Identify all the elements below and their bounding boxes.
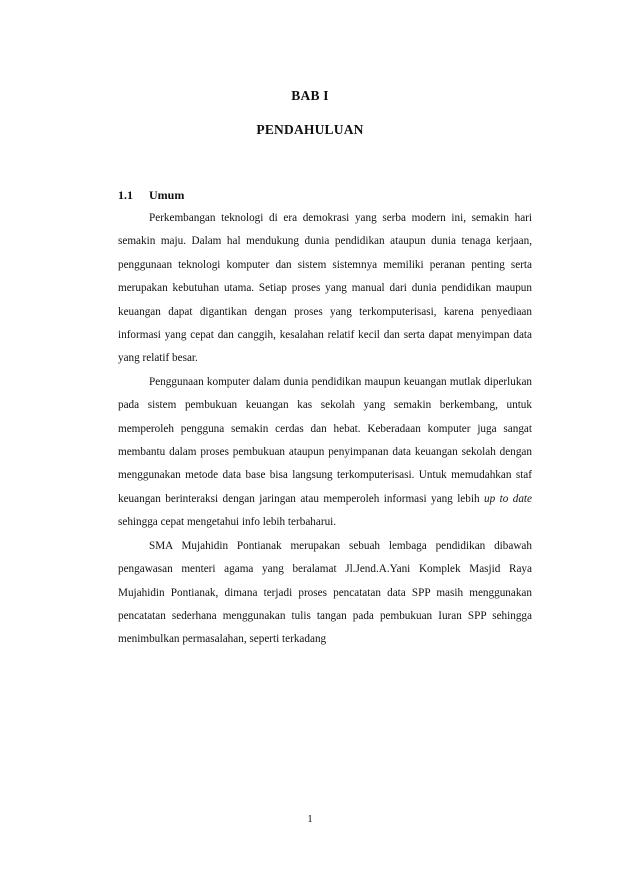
chapter-title: PENDAHULUAN — [256, 122, 364, 137]
paragraph-2-text-before: Penggunaan komputer dalam dunia pendidikan maupun keuangan mutlak diperlukan pada sistem pembukuan keuangan kas sekolah yang semakin berkembang, untuk memperoleh pengguna semakin cerdas dan hebat. Keberadaan komputer juga sangat membantu dalam proses pembukuan ataupun penyimpanan data keuangan sekolah dengan menggunakan metode data base bisa langsung terkomputerisasi. Untuk memudahkan staf keuangan berinteraksi dengan jaringan atau memperoleh informasi yang lebih — [118, 375, 532, 505]
paragraph-3: SMA Mujahidin Pontianak merupakan sebuah lembaga pendidikan dibawah pengawasan menteri agama yang beralamat Jl.Jend.A.Yani Komplek Masjid Raya Mujahidin Pontianak, dimana terjadi proses pencatatan data SPP masih menggunakan pencatatan sederhana menggunakan tulis tangan pada pembukuan Iuran SPP sehingga menimbulkan permasalahan, seperti terkadang — [118, 539, 532, 646]
paragraph-1: Perkembangan teknologi di era demokrasi yang serba modern ini, semakin hari semakin maju. Dalam hal mendukung dunia pendidikan ataupun dunia tenaga kerjaan, penggunaan teknologi komputer dan sistem sistemnya memiliki peranan penting serta merupakan kebutuhan utama. Setiap proses yang manual dari dunia pendidikan maupun keuangan dapat digantikan dengan proses yang terkomputerisasi, karena penyediaan informasi yang cepat dan canggih, kesalahan relatif kecil dan serta dapat menyimpan data yang relatif besar. — [118, 212, 532, 365]
page-number: 1 — [307, 813, 313, 825]
section-number: 1.1 — [118, 188, 133, 202]
paragraph-2-italic: up to date — [484, 492, 532, 505]
chapter-number: BAB I — [291, 88, 329, 103]
section-heading — [118, 188, 184, 203]
paragraph-2 — [118, 371, 532, 535]
body-text — [118, 207, 532, 652]
paragraph-2-text-after: sehingga cepat mengetahui info lebih terbaharui. — [118, 516, 337, 529]
section-title: Umum — [149, 188, 185, 202]
